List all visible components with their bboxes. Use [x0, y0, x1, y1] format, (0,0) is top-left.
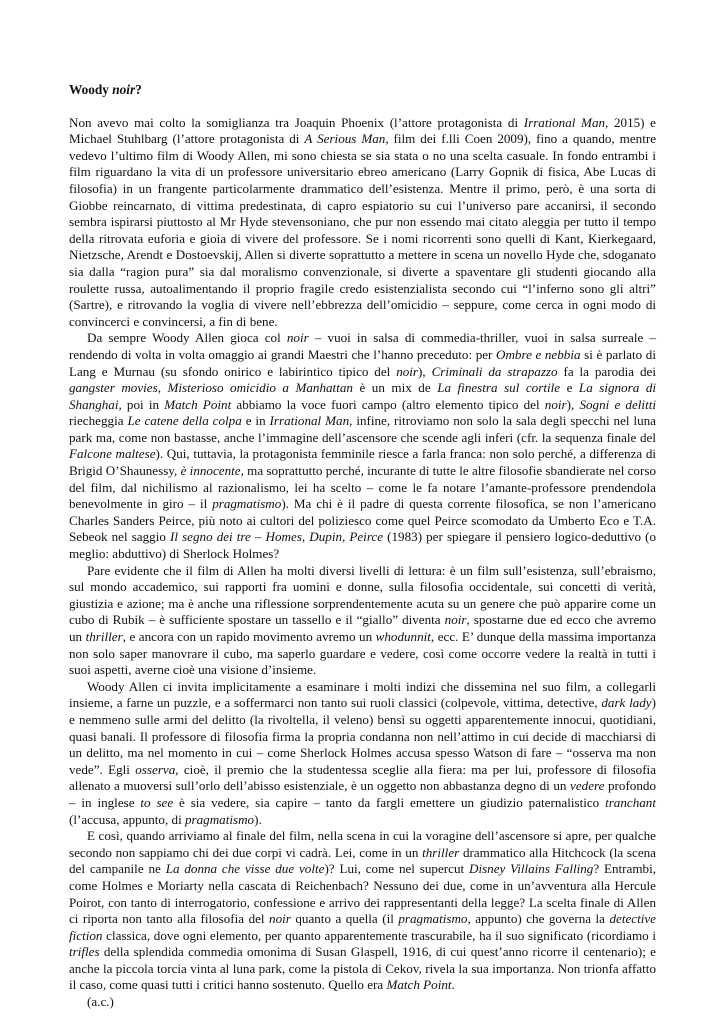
text-run: )? Lui, come nel supercut	[324, 861, 469, 877]
text-run: , appunto) che governa la	[467, 911, 610, 927]
italic-run: noir	[286, 330, 309, 346]
paragraph	[69, 115, 656, 331]
italic-run: thriller	[85, 629, 123, 644]
text-run: , cioè, il premio che la studentessa sceglie alla fiera: ma per lui, professore di filosofia allenato a muoversi sull’orlo dell’abisso esistenziale, è un oggetto non abbastanza degno di un	[69, 761, 657, 794]
text-run: della splendida commedia omonima di Susan Glaspell, 1916, di cui quest’anno ricorre il centenario); e anche la piccola torcia vinta al luna park, come la pistola di Cekov, rivela la sua importanza. Non trionfa affatto il caso, come quasi tutti i critici hanno sostenuto. Quello era	[69, 944, 656, 993]
italic-run: pragmatismo	[398, 911, 468, 927]
text-run: ) e nemmeno sulle armi del delitto (la rivoltella, il veleno) bensì su oggetti apparentemente innocui, quotidiani, quasi banali. Il professore di filosofia firma la propria condanna non nell’attimo in cui decide di macchiarsi di un delitto, ma nel momento in cui – come Sherlock Holmes accusa spesso Watson di fare – “osserva ma non vede”. Egli	[69, 695, 656, 777]
text-run: E così, quando arriviamo al finale del film, nella scena in cui la voragine dell’ascensore si apre, per qualche secondo non sappiamo chi dei due corpi vi cadrà. Lei, come in un	[69, 828, 656, 860]
text-run: Pare evidente che il film di Allen ha molti diversi livelli di lettura: è un film sull’esistenza, sull’ebraismo, sul mondo accademico, sui rapporti fra uomini e donne, sulla filosofia occidentale, sui concetti di verità, giustizia e azione; ma è anche una riflessione sorprendentemente acuta su un genere che può apparire come un cubo di Rubik – è sufficiente spostare un tassello e il “giallo” diventa	[69, 562, 656, 628]
italic-run: tranchant	[605, 794, 656, 810]
italic-run: thriller	[422, 844, 460, 860]
text-run: ).	[254, 811, 262, 827]
italic-run: Falcone maltese	[69, 446, 156, 462]
italic-run: Criminali da strapazzo	[431, 363, 558, 379]
text-run: riecheggia	[69, 413, 128, 429]
text-run: ),	[418, 363, 432, 379]
italic-run: noir	[544, 396, 567, 412]
text-run: ? Entrambi, come Holmes e Moriarty nella cascata di Reichenbach? Nessuno dei due, come in un’avventura alla Hercule Poirot, con tanto di interrogatorio, confessione e arrivo dei rappresentanti della legge? La scelta finale di Allen ci riporta non tanto alla filosofia del	[69, 861, 656, 927]
text-run: si è parlato di Lang e Murnau (su sfondo onirico e labirintico tipico del	[69, 346, 656, 379]
italic-run: noir	[396, 363, 419, 379]
italic-run: La finestra sul cortile	[437, 380, 561, 396]
paragraph	[69, 563, 656, 679]
paragraph	[69, 330, 656, 562]
text-run: , film dei f.lli Coen 2009), fino a quando, mentre vedevo l’ultimo film di Woody Allen, mi sono chiesta se sia stata o no una scelta casuale. In fondo entrambi i film riguardano la vita di un professore universitario ebreo americano (Larry Gopnik di fisica, Abe Lucas di filosofia) in un frangente particolarmente drammatico dell’esistenza. Mentre il primo, però, è una sorta di Giobbe reincarnato, di vittima predestinata, di capro espiatorio su cui l’universo pare accanirsi, il secondo sembra ispirarsi piuttosto al Mr Hyde stevensoniano, che pur non essendo mai citato aleggia per tutto il tempo della ritrovata euforia e gioia di vivere del professore. Se i nomi ricorrenti sono quelli di Kant, Kierkegaard, Nietzsche, Arendt e Dostoevskij, Allen si diverte soprattutto a mettere in scena un novello Hyde che, sdoganato sia dalla “ragion pura” sia dal moralismo convenzionale, si diverte a spaventare gli studenti giocando alla roulette russa, autoalimentando il proprio fragile credo esistenzialista secondo cui “l’inferno sono gli altri” (Sartre), e ritrovando la voglia di vivere nell’ebbrezza dell’omicidio – seppure, come cerca in ogni modo di convincerci e convincersi, a fin di bene.	[69, 131, 657, 329]
text-run: , poi in	[118, 396, 165, 412]
italic-run: Disney Villains Falling	[468, 861, 594, 877]
text-run: , e ancora con un rapido movimento avremo un	[122, 629, 376, 644]
italic-run: Sogni e delitti	[579, 396, 656, 412]
text-run: – vuoi in salsa di commedia-thriller, vuoi in salsa surreale – rendendo di volta in volta omaggio ai grandi Maestri che l’hanno preceduto: per	[69, 330, 656, 362]
italic-run: Match Point	[386, 977, 452, 993]
italic-run: Le catene della colpa	[127, 413, 242, 429]
italic-run: detective fiction	[69, 911, 656, 943]
italic-run: Il segno dei tre – Homes, Dupin, Peirce	[169, 529, 384, 545]
italic-run: gangster movies	[69, 380, 158, 396]
italic-run: pragmatismo	[184, 811, 255, 827]
title-plain: Woody	[69, 82, 113, 97]
italic-run: dark lady	[601, 695, 652, 711]
text-run: è sia vedere, sia capire – tanto da fargli emettere un giudizio paternalistico	[173, 794, 606, 810]
italic-run: noir	[444, 612, 467, 628]
italic-run: osserva	[135, 761, 176, 777]
italic-run: Irrational Man	[523, 114, 606, 130]
italic-run: Ombre e nebbia	[496, 346, 581, 362]
text-run: Non avevo mai colto la somiglianza tra Joaquin Phoenix (l’attore protagonista di	[69, 114, 524, 130]
text-run: Da sempre Woody Allen gioca col	[87, 330, 287, 346]
italic-run: Match Point	[164, 396, 232, 412]
italic-run: trifles	[69, 944, 100, 960]
text-run: profondo – in inglese	[69, 778, 656, 810]
text-run: , 2015) e Michael Stuhlbarg (l’attore protagonista di	[69, 114, 656, 147]
text-run: fa la parodia dei	[557, 363, 656, 379]
text-run: (1983) per spiegare il pensiero logico-deduttivo (o meglio: abduttivo) di Sherlock Holmes?	[69, 529, 656, 562]
title-end: ?	[135, 82, 142, 97]
text-run: , ecc. E’ dunque della massima importanza non solo saper manovrare il cubo, ma saperlo guardare e vedere, così come occorre vedere la realtà in tutti i suoi aspetti, averne cioè una visione d’insieme.	[69, 629, 656, 678]
italic-run: vedere	[570, 778, 605, 794]
text-run: , ma soprattutto perché, incurante di tutte le altre filosofie sbandierate nel corso del film, dal nichilismo al razionalismo, lei ha scelto – come le fa notare l’amante-professore prendendola benevolmente in giro – il	[69, 463, 656, 512]
text-run: ). Qui, tuttavia, la protagonista femminile riesce a farla franca: non solo perché, a differenza di Brigid O’Shaunessy,	[69, 446, 657, 479]
text-run: e in	[241, 413, 270, 429]
text-run: Woody Allen ci invita implicitamente a esaminare i molti indizi che dissemina nel suo film, a collegarli insieme, a farne un puzzle, e a soffermarci non tanto sui ruoli classici (colpevole, vittima, detective,	[69, 678, 656, 711]
text-run: drammatico alla Hitchcock (la scena del campanile ne	[69, 844, 656, 877]
italic-run: whodunnit	[375, 629, 431, 644]
signature: (a.c.)	[87, 994, 114, 1010]
text-run: classica, dove ogni elemento, per quanto apparentemente trascurabile, ha il suo significato (ricordiamo i	[102, 927, 656, 943]
article-title	[69, 82, 656, 99]
italic-run: to see	[140, 794, 174, 810]
text-run: ,	[157, 380, 168, 396]
italic-run: Misterioso omicidio a Manhattan	[167, 380, 353, 396]
text-run: quanto a quella (il	[290, 911, 399, 927]
text-run: e	[560, 380, 579, 396]
italic-run: La donna che visse due volte	[165, 861, 325, 877]
italic-run: è innocente	[180, 463, 241, 479]
article-body	[69, 115, 656, 994]
italic-run: A Serious Man	[304, 131, 386, 147]
text-run: , spostarne due ed ecco che avremo un	[69, 612, 656, 644]
text-run: ),	[566, 396, 580, 412]
text-run: abbiamo la voce fuori campo (altro elemento tipico del	[231, 396, 545, 412]
text-run: , infine, ritroviamo non solo la sala degli specchi nel luna park ma, come non bastasse, anche l’immagine dell’ascensore che scende agli inferi (cfr. la sequenza finale del	[69, 413, 656, 445]
italic-run: noir	[269, 911, 291, 927]
paragraph	[69, 828, 656, 994]
text-run: .	[451, 977, 455, 993]
text-run: ). Ma chi è il padre di questa corrente filosofica, se non l’americano Charles Sanders Peirce, più noto ai cultori del poliziesco come quel Peirce scomodato da Umberto Eco e T.A. Sebeok nel saggio	[69, 496, 656, 545]
italic-run: La signora di Shanghai	[69, 380, 656, 412]
paragraph	[69, 679, 656, 828]
document-page	[69, 82, 656, 1011]
italic-run: Irrational Man	[269, 413, 350, 429]
text-run: (l’accusa, appunto, di	[69, 811, 185, 827]
text-run: è un mix de	[352, 380, 438, 396]
title-italic: noir	[112, 82, 136, 97]
italic-run: pragmatismo	[212, 496, 282, 512]
